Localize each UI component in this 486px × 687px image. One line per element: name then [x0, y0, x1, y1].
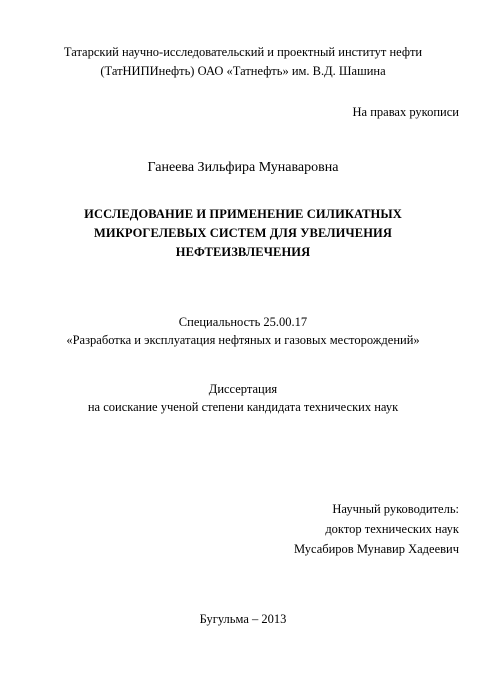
place-year: Бугульма – 2013	[199, 612, 287, 626]
manuscript-note: На правах рукописи	[352, 105, 459, 119]
title-line-1: ИССЛЕДОВАНИЕ И ПРИМЕНЕНИЕ СИЛИКАТНЫХ	[84, 207, 402, 221]
dissertation-purpose: на соискание ученой степени кандидата технических наук	[87, 400, 399, 414]
supervisor-name: Мусабиров Мунавир Хадеевич	[293, 542, 459, 556]
title-line-2: МИКРОГЕЛЕВЫХ СИСТЕМ ДЛЯ УВЕЛИЧЕНИЯ	[94, 226, 392, 240]
author-name: Ганеева Зильфира Мунаваровна	[147, 160, 339, 175]
title-line-3: НЕФТЕИЗВЛЕЧЕНИЯ	[175, 245, 311, 259]
dissertation-label: Диссертация	[208, 382, 278, 396]
institute-line-1: Татарский научно-исследовательский и проектный институт нефти	[63, 45, 423, 59]
supervisor-degree: доктор технических наук	[325, 522, 459, 536]
specialty-name: «Разработка и эксплуатация нефтяных и газовых месторождений»	[66, 333, 420, 347]
institute-line-2: (ТатНИПИнефть) ОАО «Татнефть» им. В.Д. Шашина	[100, 64, 386, 78]
specialty-code: Специальность 25.00.17	[178, 315, 308, 329]
supervisor-label: Научный руководитель:	[332, 502, 459, 516]
